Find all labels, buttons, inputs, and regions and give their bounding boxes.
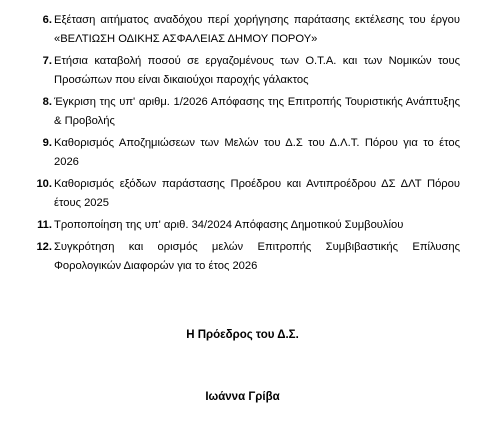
agenda-item-text: Ετήσια καταβολή ποσού σε εργαζομένους των Ο.Τ.Α. και των Νομικών τους Προσώπων που είναι δικαιούχοι παροχής γάλακτος [54,55,460,86]
agenda-item-number: 11. [37,219,52,231]
agenda-item-text: Συγκρότηση και ορισμός μελών Επιτροπής Συμβιβαστικής Επίλυσης Φορολογικών Διαφορών για το έτος 2026 [54,241,460,272]
agenda-item-text: Καθορισμός εξόδων παράστασης Προέδρου και Αντιπροέδρου ΔΣ ΔΛΤ Πόρου έτους 2025 [54,178,460,209]
agenda-item-text: Έγκριση της υπ' αριθμ. 1/2026 Απόφασης της Επιτροπής Τουριστικής Ανάπτυξης & Προβολής [54,96,460,127]
signature-title: Η Πρόεδρος του Δ.Σ. [186,329,299,341]
agenda-item [30,175,460,213]
agenda-item [30,93,460,131]
agenda-item-text: Εξέταση αιτήματος αναδόχου περί χορήγησης παράτασης εκτέλεσης του έργου «ΒΕΛΤΙΩΣΗ ΟΔΙΚΗΣ ΑΣΦΑΛΕΙΑΣ ΔΗΜΟΥ ΠΟΡΟΥ» [54,14,460,45]
signature-name: Ιωάννα Γρίβα [205,391,280,403]
agenda-item-text: Καθορισμός Αποζημιώσεων των Μελών του Δ.Σ του Δ.Λ.Τ. Πόρου για το έτος 2026 [54,137,460,168]
agenda-item-number: 7. [42,55,52,67]
agenda-item-number: 10. [36,178,52,190]
agenda-item [30,216,460,235]
agenda-item [30,134,460,172]
agenda-item [30,11,460,49]
agenda-item-number: 8. [42,96,52,108]
agenda-list [30,11,460,279]
agenda-item-text: Τροποποίηση της υπ' αριθ. 34/2024 Απόφασης Δημοτικού Συμβουλίου [54,219,404,231]
agenda-item-number: 12. [36,241,52,253]
agenda-item-number: 6. [42,14,52,26]
agenda-item [30,52,460,90]
agenda-item [30,238,460,276]
agenda-item-number: 9. [42,137,52,149]
